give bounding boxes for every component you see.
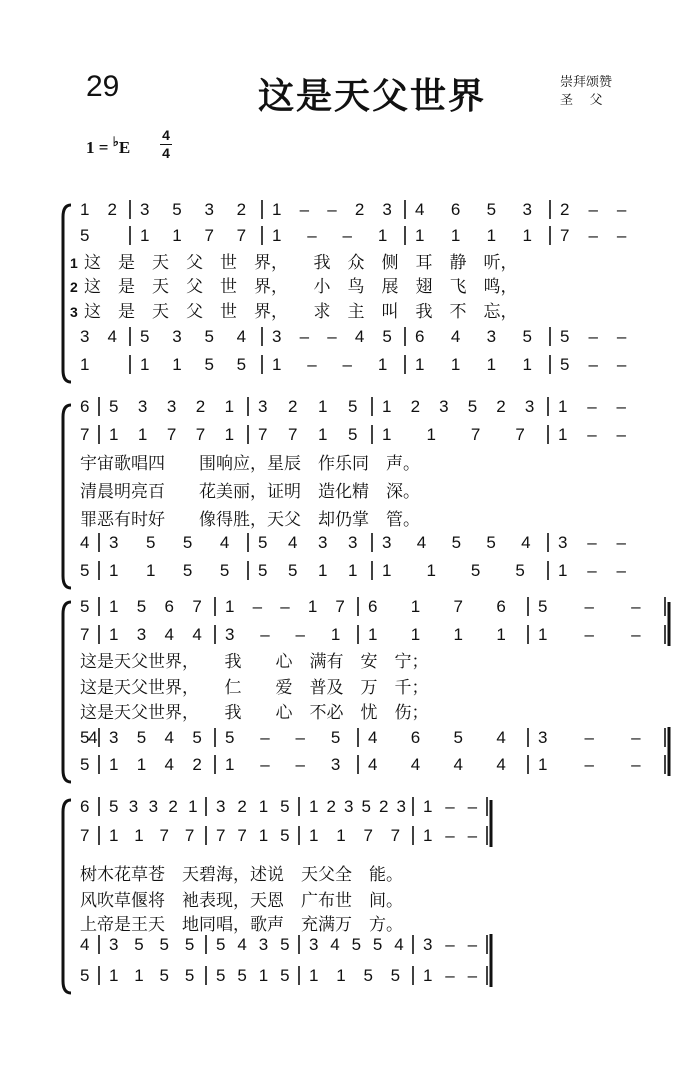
note: 5 — [451, 533, 462, 552]
note: 1 — [109, 625, 119, 644]
note: – — [280, 597, 290, 616]
note: 7 — [258, 425, 268, 444]
note: 5 — [204, 355, 214, 374]
note: 5 — [140, 327, 150, 346]
note: 1 — [272, 200, 282, 219]
note: 3 — [382, 200, 392, 219]
lyric-line: 罪恶有时好 像得胜，天父 却仍掌 管。 — [80, 510, 420, 530]
note: 4 — [80, 533, 90, 552]
note: 3 — [524, 397, 535, 416]
note: 1 — [368, 625, 378, 644]
note: 1 — [145, 561, 156, 580]
note: – — [616, 533, 626, 552]
note: 5 — [515, 561, 525, 580]
note: 3 — [558, 533, 568, 552]
note: 7 — [560, 226, 570, 245]
verse-number: 3 — [70, 304, 78, 320]
note: 7 — [216, 826, 226, 845]
note: 3 — [348, 533, 358, 552]
note: 2 — [168, 797, 178, 816]
note: 1 — [309, 797, 319, 816]
note: – — [616, 355, 627, 374]
note: 1 — [423, 966, 433, 985]
note: 4 — [415, 200, 425, 219]
note: 1 — [336, 966, 346, 985]
note: 1 — [80, 355, 90, 374]
note: 5 — [204, 327, 214, 346]
note: 4 — [410, 755, 421, 774]
note: 3 — [137, 397, 148, 416]
note: 7 — [470, 425, 481, 444]
note: 1 — [272, 355, 282, 374]
note: – — [445, 797, 455, 816]
note: 3 — [382, 533, 392, 552]
note: 1 — [109, 755, 119, 774]
lyric-line: 这 是 天 父 世 界， 小 鸟 展 翅 飞 鸣， — [84, 277, 518, 297]
note: 6 — [450, 200, 461, 219]
note: 4 — [236, 327, 247, 346]
note: 5 — [184, 966, 195, 985]
note: 1 — [225, 597, 235, 616]
note: – — [584, 625, 595, 644]
section-label: 圣 父 — [560, 93, 603, 108]
note: – — [467, 826, 478, 845]
note: 4 — [237, 935, 247, 954]
note: 2 — [237, 797, 247, 816]
note: 2 — [236, 200, 247, 219]
note: – — [342, 226, 353, 245]
note: 4 — [107, 327, 117, 346]
note: 1 — [538, 625, 548, 644]
note: 5 — [390, 966, 401, 985]
note: 3 — [258, 397, 268, 416]
note: 5 — [192, 728, 202, 747]
note: 1 — [140, 226, 150, 245]
note: – — [616, 561, 626, 580]
note: 3 — [309, 935, 319, 954]
note: 5 — [145, 533, 156, 552]
note: 1 — [318, 425, 328, 444]
note: 4 — [330, 935, 340, 954]
note: 4 — [450, 327, 461, 346]
note: 7 — [288, 425, 298, 444]
note: 3 — [172, 327, 182, 346]
note: 1 — [137, 425, 148, 444]
note: 7 — [390, 826, 401, 845]
lyric-line: 这是天父世界， 我 心 满有 安 宁； — [80, 652, 429, 672]
note: – — [584, 728, 595, 747]
note: 5 — [182, 561, 193, 580]
note: – — [588, 200, 598, 219]
note: 1 — [377, 226, 388, 245]
note: 4 — [219, 533, 230, 552]
note: – — [445, 966, 455, 985]
note: – — [445, 826, 455, 845]
note: 4 — [496, 728, 506, 747]
note: – — [327, 327, 337, 346]
note: 5 — [80, 728, 90, 747]
note: 1 — [486, 226, 497, 245]
note: 5 — [159, 935, 170, 954]
note: 7 — [335, 597, 345, 616]
meter-top: 4 — [162, 127, 170, 143]
note: 5 — [280, 966, 290, 985]
note: 2 — [560, 200, 570, 219]
note: 4 — [368, 755, 378, 774]
note: 5 — [258, 533, 268, 552]
note: 1 — [415, 226, 425, 245]
note: 3 — [396, 797, 406, 816]
note: 1 — [423, 797, 433, 816]
hymn-number: 29 — [86, 70, 120, 103]
note: 1 — [188, 797, 198, 816]
note: – — [295, 755, 306, 774]
note: 1 — [450, 355, 461, 374]
note: 1 — [109, 597, 119, 616]
note: 5 — [184, 935, 195, 954]
note: 4 — [164, 625, 175, 644]
note: – — [445, 935, 455, 954]
note: 7 — [166, 425, 177, 444]
note: 1 — [382, 425, 392, 444]
note: 5 — [486, 200, 497, 219]
note: 5 — [330, 728, 341, 747]
note: 3 — [166, 397, 177, 416]
note: – — [587, 397, 597, 416]
note: – — [588, 226, 598, 245]
system-brace — [63, 602, 71, 782]
note: 5 — [182, 533, 193, 552]
lyric-line: 上帝是王天 地同唱，歌声 充满万 方。 — [80, 915, 403, 935]
note: 4 — [164, 755, 175, 774]
note: 6 — [80, 797, 90, 816]
note: – — [631, 755, 641, 774]
note: – — [616, 200, 627, 219]
note: 3 — [109, 935, 119, 954]
note: 3 — [318, 533, 328, 552]
note: 3 — [140, 200, 150, 219]
note: – — [252, 597, 263, 616]
note: 5 — [560, 327, 570, 346]
note: – — [587, 561, 597, 580]
note: 1 — [224, 425, 235, 444]
note: 1 — [522, 226, 532, 245]
note: 3 — [136, 625, 147, 644]
note: 7 — [453, 597, 464, 616]
hymn-title: 这是天父世界 — [258, 76, 487, 117]
note: 3 — [109, 533, 119, 552]
note: 5 — [382, 327, 392, 346]
note: 5 — [363, 966, 373, 985]
note: 5 — [216, 935, 226, 954]
note: 3 — [272, 327, 282, 346]
note: 5 — [486, 533, 496, 552]
note: 7 — [192, 597, 202, 616]
note: 6 — [496, 597, 506, 616]
note: 1 — [415, 355, 425, 374]
note: 3 — [109, 728, 119, 747]
note: 3 — [225, 625, 235, 644]
note: 2 — [192, 755, 202, 774]
verse-number: 1 — [70, 255, 78, 271]
note: 3 — [330, 755, 341, 774]
note: 4 — [88, 728, 98, 747]
note: 6 — [368, 597, 378, 616]
note: 1 — [258, 966, 269, 985]
note: 3 — [80, 327, 90, 346]
note: 5 — [80, 755, 90, 774]
note: 5 — [258, 561, 268, 580]
note: 4 — [496, 755, 506, 774]
note: 7 — [363, 826, 373, 845]
note: 1 — [453, 625, 464, 644]
note: 1 — [348, 561, 358, 580]
note: 1 — [377, 355, 388, 374]
note: – — [584, 597, 595, 616]
note: – — [295, 728, 306, 747]
note: 1 — [330, 625, 341, 644]
note: – — [467, 797, 478, 816]
note: 5 — [219, 561, 230, 580]
note: 1 — [172, 355, 182, 374]
note: – — [295, 625, 306, 644]
note: 5 — [522, 327, 532, 346]
lyric-line: 宇宙歌唱四 围响应，星辰 作乐同 声。 — [80, 454, 420, 474]
note: 4 — [368, 728, 378, 747]
note: 3 — [439, 397, 449, 416]
note: 5 — [470, 561, 481, 580]
note: 1 — [423, 826, 433, 845]
note: 5 — [538, 597, 548, 616]
note: 3 — [423, 935, 433, 954]
note: – — [588, 327, 598, 346]
note: 5 — [109, 797, 119, 816]
note: 6 — [415, 327, 425, 346]
note: 5 — [453, 728, 464, 747]
note: 1 — [410, 597, 421, 616]
note: 1 — [522, 355, 532, 374]
note: 3 — [522, 200, 532, 219]
note: 1 — [258, 826, 269, 845]
note: 5 — [136, 597, 147, 616]
lyric-line: 这 是 天 父 世 界， 我 众 侧 耳 静 听， — [84, 253, 518, 273]
note: – — [260, 625, 270, 644]
lyric-line: 清晨明亮百 花美丽，证明 造化精 深。 — [80, 482, 420, 502]
lyric-line: 这是天父世界， 仁 爱 普及 万 千； — [80, 678, 429, 698]
note: 5 — [280, 935, 290, 954]
note: – — [616, 226, 627, 245]
note: 3 — [204, 200, 214, 219]
note: 1 — [109, 826, 119, 845]
note: – — [307, 226, 317, 245]
note: – — [587, 533, 597, 552]
note: 7 — [515, 425, 525, 444]
note: 7 — [80, 425, 90, 444]
key-prefix: 1 = — [86, 138, 113, 157]
note: 1 — [225, 755, 235, 774]
note: – — [631, 625, 641, 644]
note: 3 — [486, 327, 497, 346]
note: – — [587, 425, 597, 444]
note: 7 — [80, 625, 90, 644]
note: 2 — [326, 797, 336, 816]
note: 1 — [558, 561, 568, 580]
key-note: E — [118, 138, 131, 157]
system-brace — [63, 405, 71, 588]
note: – — [260, 755, 270, 774]
note: 1 — [134, 826, 144, 845]
note: 4 — [192, 625, 202, 644]
note: 4 — [354, 327, 365, 346]
note: 1 — [410, 625, 421, 644]
note: – — [616, 327, 627, 346]
note: 4 — [288, 533, 298, 552]
category-label: 崇拜颂赞 — [560, 75, 613, 90]
note: 1 — [538, 755, 548, 774]
note: – — [327, 200, 337, 219]
note: 1 — [309, 826, 319, 845]
note: 2 — [354, 200, 365, 219]
note: 5 — [288, 561, 298, 580]
note: 3 — [538, 728, 548, 747]
note: 1 — [80, 200, 90, 219]
note: – — [631, 728, 641, 747]
note: 5 — [236, 355, 247, 374]
note: 1 — [486, 355, 497, 374]
note: 1 — [318, 397, 328, 416]
verse-number: 2 — [70, 279, 78, 295]
note: 4 — [521, 533, 531, 552]
note: 5 — [134, 935, 144, 954]
note: – — [342, 355, 353, 374]
note: 4 — [416, 533, 427, 552]
note: 5 — [467, 397, 478, 416]
note: 5 — [372, 935, 383, 954]
note: – — [467, 935, 478, 954]
lyric-line: 这 是 天 父 世 界， 求 主 叫 我 不 忘， — [84, 302, 518, 322]
note: 5 — [280, 826, 290, 845]
lyric-line: 树木花草苍 天碧海，述说 天父全 能。 — [80, 865, 403, 885]
note: 1 — [109, 561, 119, 580]
note: 1 — [558, 425, 568, 444]
note: 1 — [307, 597, 318, 616]
note: 7 — [184, 826, 195, 845]
note: 7 — [159, 826, 170, 845]
flat-sign: ♭ — [112, 134, 119, 149]
note: – — [467, 966, 478, 985]
note: 5 — [109, 397, 119, 416]
note: 2 — [410, 397, 421, 416]
note: 1 — [224, 397, 235, 416]
note: 5 — [351, 935, 362, 954]
note: 5 — [80, 597, 90, 616]
note: 1 — [109, 966, 119, 985]
note: 2 — [288, 397, 298, 416]
note: 3 — [148, 797, 159, 816]
note: 1 — [140, 355, 150, 374]
note: 1 — [318, 561, 328, 580]
note: 3 — [258, 935, 269, 954]
note: 7 — [237, 826, 247, 845]
note: 5 — [237, 966, 247, 985]
note: 7 — [195, 425, 206, 444]
note: 5 — [80, 561, 90, 580]
note: 6 — [410, 728, 421, 747]
note: 6 — [80, 397, 90, 416]
note: 4 — [164, 728, 175, 747]
note: 1 — [558, 397, 568, 416]
note: 5 — [216, 966, 226, 985]
note: 2 — [195, 397, 206, 416]
note: 1 — [258, 797, 269, 816]
note: 5 — [80, 226, 90, 245]
system-brace — [63, 800, 71, 993]
note: 6 — [164, 597, 175, 616]
note: 5 — [560, 355, 570, 374]
note: 1 — [134, 966, 144, 985]
note: – — [260, 728, 270, 747]
note: 1 — [109, 425, 119, 444]
note: 2 — [496, 397, 506, 416]
lyric-line: 这是天父世界， 我 心 不必 忧 伤； — [80, 703, 429, 723]
note: 4 — [394, 935, 404, 954]
note: 5 — [136, 728, 147, 747]
note: 5 — [172, 200, 182, 219]
note: 5 — [159, 966, 170, 985]
note: – — [616, 425, 626, 444]
note: 3 — [216, 797, 226, 816]
note: 5 — [280, 797, 290, 816]
note: 5 — [348, 397, 358, 416]
lyric-line: 风吹草偃将 衪表现，天恩 广布世 间。 — [80, 891, 403, 911]
note: 2 — [107, 200, 117, 219]
note: 5 — [80, 966, 90, 985]
note: 7 — [80, 826, 90, 845]
note: 5 — [361, 797, 371, 816]
note: 1 — [382, 561, 392, 580]
note: 1 — [450, 226, 461, 245]
note: 1 — [382, 397, 392, 416]
note: 1 — [136, 755, 147, 774]
note: 1 — [309, 966, 319, 985]
note: 5 — [348, 425, 358, 444]
note: – — [616, 397, 626, 416]
note: – — [584, 755, 595, 774]
note: – — [299, 327, 310, 346]
note: 7 — [236, 226, 247, 245]
note: 7 — [204, 226, 214, 245]
note: – — [299, 200, 310, 219]
note: – — [588, 355, 598, 374]
note: 3 — [128, 797, 139, 816]
note: 4 — [80, 935, 90, 954]
note: – — [631, 597, 641, 616]
note: 2 — [379, 797, 389, 816]
note: – — [307, 355, 317, 374]
note: 3 — [344, 797, 354, 816]
note: 1 — [426, 425, 436, 444]
meter-bottom: 4 — [162, 145, 170, 161]
note: 1 — [272, 226, 282, 245]
note: 1 — [426, 561, 436, 580]
note: 1 — [336, 826, 346, 845]
note: 1 — [496, 625, 506, 644]
note: 1 — [172, 226, 182, 245]
note: 4 — [453, 755, 464, 774]
note: 5 — [225, 728, 235, 747]
